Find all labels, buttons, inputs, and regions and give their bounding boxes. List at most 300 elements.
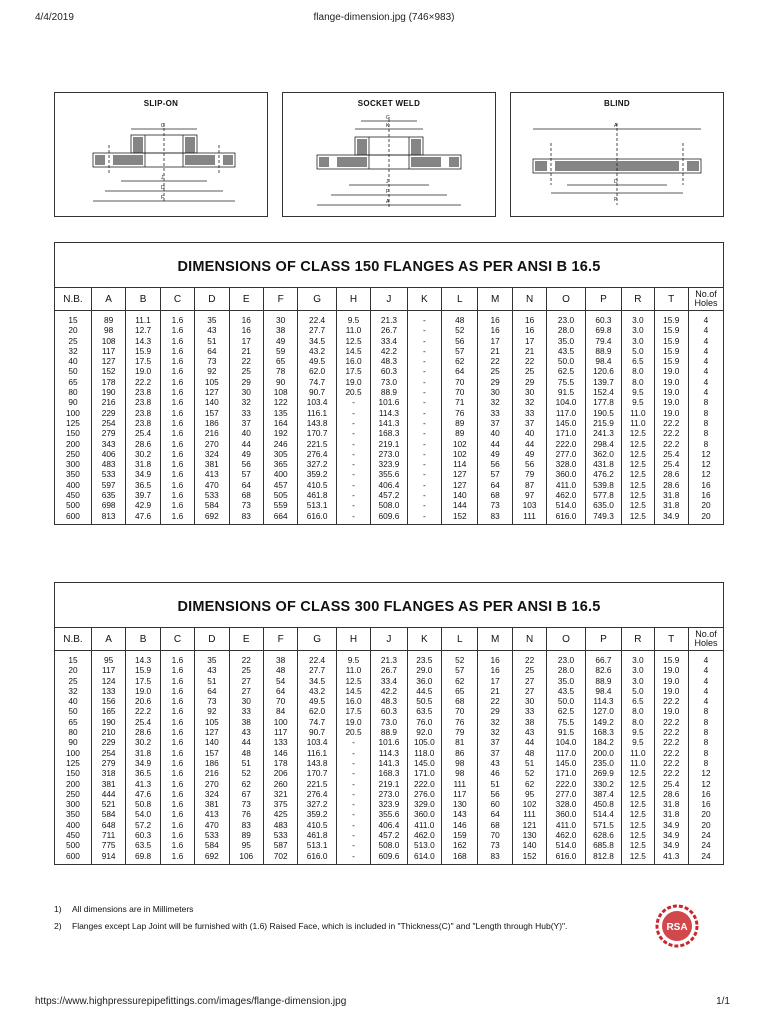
- cell-m: 16: [478, 325, 512, 335]
- cell-e: 25: [229, 665, 263, 675]
- cell-b: 23.8: [126, 387, 160, 397]
- cell-r: 11.0: [622, 408, 654, 418]
- cell-o: 222.0: [547, 779, 585, 789]
- cell-a: 190: [91, 387, 125, 397]
- cell-r: 11.0: [622, 418, 654, 428]
- cell-k: -: [407, 459, 441, 469]
- cell-p: 362.0: [585, 449, 621, 459]
- cell-e: 29: [229, 377, 263, 387]
- cell-n-b: 50: [55, 706, 91, 716]
- cell-e: 95: [229, 840, 263, 850]
- notes: [54, 904, 567, 938]
- cell-k: -: [407, 511, 441, 524]
- cell-k: 44.5: [407, 686, 441, 696]
- cell-m: 40: [478, 428, 512, 438]
- cell-m: 29: [478, 706, 512, 716]
- cell-p: 269.9: [585, 768, 621, 778]
- cell-o: 171.0: [547, 428, 585, 438]
- cell-o: 50.0: [547, 356, 585, 366]
- cell-n-b: 125: [55, 758, 91, 768]
- cell-k: 614.0: [407, 851, 441, 864]
- cell-b: 11.1: [126, 311, 160, 326]
- cell-t: 34.9: [654, 511, 688, 524]
- table-row: [55, 651, 723, 666]
- cell-k: 76.0: [407, 717, 441, 727]
- cell-l: 57: [442, 665, 478, 675]
- cell-l: 140: [442, 490, 478, 500]
- cell-n: 52: [512, 768, 546, 778]
- cell-a: 133: [91, 686, 125, 696]
- cell-b: 23.8: [126, 418, 160, 428]
- cell-b: 39.7: [126, 490, 160, 500]
- cell-f: 117: [263, 727, 297, 737]
- cell-t: 15.9: [654, 346, 688, 356]
- cell-j: 114.3: [371, 748, 407, 758]
- cell-n-b: 125: [55, 418, 91, 428]
- cell-h: -: [336, 490, 370, 500]
- svg-text:D: D: [161, 185, 165, 191]
- cell-e: 62: [229, 779, 263, 789]
- cell-h: 19.0: [336, 377, 370, 387]
- cell-c: 1.6: [160, 511, 194, 524]
- cell-r: 5.0: [622, 346, 654, 356]
- cell-f: 505: [263, 490, 297, 500]
- cell-e: 43: [229, 727, 263, 737]
- column-header-j: J: [371, 628, 407, 651]
- cell-d: 413: [195, 469, 229, 479]
- cell-d: 64: [195, 686, 229, 696]
- cell-p: 127.0: [585, 706, 621, 716]
- table-row: [55, 336, 723, 346]
- cell-f: 321: [263, 789, 297, 799]
- cell-h: 12.5: [336, 676, 370, 686]
- cell-no-of-holes: 4: [703, 345, 709, 356]
- cell-j: 101.6: [371, 397, 407, 407]
- cell-l: 89: [442, 428, 478, 438]
- cell-o: 23.0: [547, 311, 585, 326]
- cell-f: 100: [263, 717, 297, 727]
- cell-f: 664: [263, 511, 297, 524]
- cell-c: 1.6: [160, 748, 194, 758]
- dimension-table: [55, 288, 723, 524]
- cell-no-of-holes: 16: [701, 490, 711, 501]
- cell-r: 12.5: [622, 439, 654, 449]
- cell-e: 22: [229, 356, 263, 366]
- cell-a: 343: [91, 439, 125, 449]
- cell-l: 70: [442, 377, 478, 387]
- svg-text:A: A: [386, 199, 390, 205]
- cell-e: 21: [229, 346, 263, 356]
- cell-d: 92: [195, 706, 229, 716]
- table-row: [55, 366, 723, 376]
- slip-on-diagram: [54, 92, 268, 217]
- cell-f: 533: [263, 830, 297, 840]
- cell-j: 48.3: [371, 356, 407, 366]
- cell-c: 1.6: [160, 717, 194, 727]
- cell-no-of-holes: 24: [701, 840, 711, 851]
- cell-j: 609.6: [371, 851, 407, 864]
- cell-f: 38: [263, 325, 297, 335]
- cell-a: 229: [91, 737, 125, 747]
- cell-c: 1.6: [160, 809, 194, 819]
- cell-h: -: [336, 459, 370, 469]
- cell-p: 387.4: [585, 789, 621, 799]
- cell-t: 15.9: [654, 336, 688, 346]
- cell-r: 9.5: [622, 387, 654, 397]
- cell-r: 12.5: [622, 428, 654, 438]
- cell-c: 1.6: [160, 356, 194, 366]
- cell-r: 3.0: [622, 651, 654, 666]
- table-row: [55, 830, 723, 840]
- cell-o: 277.0: [547, 449, 585, 459]
- column-header-b: B: [126, 628, 160, 651]
- cell-p: 330.2: [585, 779, 621, 789]
- cell-h: 11.0: [336, 665, 370, 675]
- cell-n: 56: [512, 459, 546, 469]
- cell-n: 16: [512, 325, 546, 335]
- table-row: [55, 418, 723, 428]
- cell-p: 571.5: [585, 820, 621, 830]
- cell-n: 38: [512, 717, 546, 727]
- svg-text:P: P: [614, 197, 618, 203]
- cell-j: 355.6: [371, 809, 407, 819]
- cell-n-b: 20: [55, 665, 91, 675]
- cell-d: 692: [195, 851, 229, 864]
- cell-p: 152.4: [585, 387, 621, 397]
- cell-no-of-holes: 8: [703, 747, 709, 758]
- cell-j: 168.3: [371, 428, 407, 438]
- cell-g: 513.1: [298, 500, 336, 510]
- cell-k: -: [407, 439, 441, 449]
- cell-l: 81: [442, 737, 478, 747]
- cell-g: 327.2: [298, 799, 336, 809]
- cell-n-b: 200: [55, 439, 91, 449]
- cell-n: 32: [512, 397, 546, 407]
- cell-n: 140: [512, 840, 546, 850]
- cell-p: 514.4: [585, 809, 621, 819]
- cell-e: 32: [229, 397, 263, 407]
- cell-m: 22: [478, 696, 512, 706]
- table-row: [55, 676, 723, 686]
- cell-r: 8.0: [622, 366, 654, 376]
- cell-h: 20.5: [336, 387, 370, 397]
- column-header-c: C: [160, 628, 194, 651]
- table-header-row: [55, 628, 723, 651]
- table-row: [55, 727, 723, 737]
- cell-c: 1.6: [160, 686, 194, 696]
- cell-d: 157: [195, 748, 229, 758]
- cell-f: 400: [263, 469, 297, 479]
- cell-k: -: [407, 428, 441, 438]
- note-number: 2): [54, 921, 62, 931]
- cell-j: 168.3: [371, 768, 407, 778]
- table-row: [55, 789, 723, 799]
- cell-g: 359.2: [298, 469, 336, 479]
- cell-p: 635.0: [585, 500, 621, 510]
- cell-k: 36.0: [407, 676, 441, 686]
- cell-f: 425: [263, 809, 297, 819]
- cell-p: 139.7: [585, 377, 621, 387]
- cell-e: 89: [229, 830, 263, 840]
- column-header-n-b: N.B.: [55, 288, 91, 311]
- cell-r: 9.5: [622, 727, 654, 737]
- page-url: https://www.highpressurepipefittings.com/images/flange-dimension.jpg: [35, 996, 347, 1007]
- cell-g: 221.5: [298, 439, 336, 449]
- cell-m: 21: [478, 346, 512, 356]
- cell-f: 64: [263, 686, 297, 696]
- cell-k: -: [407, 346, 441, 356]
- cell-b: 34.9: [126, 469, 160, 479]
- table-row: [55, 377, 723, 387]
- cell-g: 62.0: [298, 366, 336, 376]
- cell-g: 276.4: [298, 789, 336, 799]
- cell-g: 410.5: [298, 480, 336, 490]
- table-row: [55, 686, 723, 696]
- cell-k: 276.0: [407, 789, 441, 799]
- cell-b: 31.8: [126, 748, 160, 758]
- cell-b: 31.8: [126, 459, 160, 469]
- cell-a: 318: [91, 768, 125, 778]
- cell-l: 76: [442, 408, 478, 418]
- cell-d: 584: [195, 500, 229, 510]
- cell-p: 98.4: [585, 356, 621, 366]
- cell-e: 51: [229, 758, 263, 768]
- table-row: [55, 397, 723, 407]
- column-header-r: R: [622, 628, 654, 651]
- cell-t: 34.9: [654, 830, 688, 840]
- cell-a: 124: [91, 676, 125, 686]
- cell-a: 98: [91, 325, 125, 335]
- cell-g: 22.4: [298, 651, 336, 666]
- cell-k: -: [407, 356, 441, 366]
- cell-l: 127: [442, 469, 478, 479]
- cell-g: 90.7: [298, 727, 336, 737]
- cell-k: -: [407, 311, 441, 326]
- cell-l: 64: [442, 366, 478, 376]
- cell-f: 90: [263, 377, 297, 387]
- cell-m: 29: [478, 377, 512, 387]
- cell-e: 76: [229, 809, 263, 819]
- cell-b: 15.9: [126, 665, 160, 675]
- table-row: [55, 459, 723, 469]
- cell-h: 16.0: [336, 696, 370, 706]
- cell-a: 279: [91, 758, 125, 768]
- cell-g: 27.7: [298, 665, 336, 675]
- cell-n-b: 25: [55, 336, 91, 346]
- cell-n-b: 450: [55, 830, 91, 840]
- cell-l: 62: [442, 676, 478, 686]
- cell-no-of-holes: 24: [701, 830, 711, 841]
- cell-a: 813: [91, 511, 125, 524]
- cell-d: 584: [195, 840, 229, 850]
- cell-o: 91.5: [547, 727, 585, 737]
- cell-e: 17: [229, 336, 263, 346]
- cell-c: 1.6: [160, 789, 194, 799]
- cell-b: 19.0: [126, 686, 160, 696]
- cell-k: 92.0: [407, 727, 441, 737]
- cell-o: 28.0: [547, 665, 585, 675]
- cell-f: 164: [263, 418, 297, 428]
- cell-r: 6.5: [622, 356, 654, 366]
- cell-a: 648: [91, 820, 125, 830]
- cell-p: 190.5: [585, 408, 621, 418]
- cell-g: 43.2: [298, 686, 336, 696]
- cell-no-of-holes: 4: [703, 696, 709, 707]
- cell-e: 33: [229, 408, 263, 418]
- column-header-e: E: [229, 628, 263, 651]
- cell-n-b: 25: [55, 676, 91, 686]
- cell-r: 6.5: [622, 696, 654, 706]
- table-row: [55, 449, 723, 459]
- cell-h: -: [336, 511, 370, 524]
- cell-t: 28.6: [654, 469, 688, 479]
- note-text: Flanges except Lap Joint will be furnished with (1.6) Raised Face, which is included in "Thickness(C)" and "Length through Hub(Y)".: [72, 921, 568, 931]
- column-header-a: A: [91, 288, 125, 311]
- cell-g: 34.5: [298, 676, 336, 686]
- cell-l: 102: [442, 439, 478, 449]
- cell-d: 43: [195, 325, 229, 335]
- cell-m: 32: [478, 717, 512, 727]
- cell-n-b: 450: [55, 490, 91, 500]
- cell-r: 12.5: [622, 789, 654, 799]
- cell-o: 28.0: [547, 325, 585, 335]
- cell-d: 105: [195, 377, 229, 387]
- cell-h: 11.0: [336, 325, 370, 335]
- cell-j: 114.3: [371, 408, 407, 418]
- cell-t: 15.9: [654, 325, 688, 335]
- cell-d: 186: [195, 758, 229, 768]
- cell-f: 246: [263, 439, 297, 449]
- cell-h: -: [336, 809, 370, 819]
- cell-l: 117: [442, 789, 478, 799]
- cell-l: 162: [442, 840, 478, 850]
- cell-o: 411.0: [547, 820, 585, 830]
- cell-o: 462.0: [547, 830, 585, 840]
- cell-j: 457.2: [371, 830, 407, 840]
- cell-n-b: 200: [55, 779, 91, 789]
- cell-p: 79.4: [585, 336, 621, 346]
- cell-n-b: 500: [55, 840, 91, 850]
- cell-f: 483: [263, 820, 297, 830]
- cell-b: 15.9: [126, 346, 160, 356]
- cell-k: -: [407, 387, 441, 397]
- cell-r: 3.0: [622, 676, 654, 686]
- cell-e: 49: [229, 449, 263, 459]
- cell-c: 1.6: [160, 706, 194, 716]
- cell-a: 254: [91, 748, 125, 758]
- column-header-f: F: [263, 288, 297, 311]
- cell-k: 145.0: [407, 758, 441, 768]
- cell-o: 360.0: [547, 809, 585, 819]
- cell-b: 63.5: [126, 840, 160, 850]
- cell-b: 25.4: [126, 428, 160, 438]
- cell-k: 50.5: [407, 696, 441, 706]
- cell-n: 44: [512, 737, 546, 747]
- cell-b: 60.3: [126, 830, 160, 840]
- cell-a: 254: [91, 418, 125, 428]
- cell-no-of-holes: 20: [701, 819, 711, 830]
- cell-p: 215.9: [585, 418, 621, 428]
- column-header-l: L: [442, 288, 478, 311]
- cell-b: 23.8: [126, 408, 160, 418]
- cell-l: 52: [442, 325, 478, 335]
- cell-f: 457: [263, 480, 297, 490]
- cell-b: 36.5: [126, 768, 160, 778]
- cell-t: 31.8: [654, 799, 688, 809]
- cell-b: 47.6: [126, 511, 160, 524]
- cell-d: 73: [195, 696, 229, 706]
- cell-m: 37: [478, 418, 512, 428]
- socket-weld-drawing: [283, 93, 495, 216]
- table-row: [55, 768, 723, 778]
- cell-o: 117.0: [547, 408, 585, 418]
- cell-a: 279: [91, 428, 125, 438]
- cell-no-of-holes: 8: [703, 438, 709, 449]
- cell-m: 51: [478, 779, 512, 789]
- cell-k: -: [407, 480, 441, 490]
- cell-j: 33.4: [371, 676, 407, 686]
- cell-b: 34.9: [126, 758, 160, 768]
- column-header-g: G: [298, 628, 336, 651]
- svg-text:D: D: [614, 179, 618, 185]
- cell-a: 444: [91, 789, 125, 799]
- cell-p: 431.8: [585, 459, 621, 469]
- cell-t: 19.0: [654, 665, 688, 675]
- cell-p: 60.3: [585, 311, 621, 326]
- cell-e: 37: [229, 418, 263, 428]
- cell-c: 1.6: [160, 500, 194, 510]
- cell-j: 141.3: [371, 418, 407, 428]
- table-header-row: [55, 288, 723, 311]
- cell-k: 360.0: [407, 809, 441, 819]
- cell-o: 104.0: [547, 737, 585, 747]
- cell-no-of-holes: 4: [703, 675, 709, 686]
- table-row: [55, 706, 723, 716]
- cell-n: 25: [512, 665, 546, 675]
- column-header-h: H: [336, 628, 370, 651]
- cell-a: 521: [91, 799, 125, 809]
- cell-n-b: 250: [55, 789, 91, 799]
- cell-e: 67: [229, 789, 263, 799]
- cell-l: 89: [442, 418, 478, 428]
- cell-b: 22.2: [126, 377, 160, 387]
- cell-t: 31.8: [654, 490, 688, 500]
- cell-f: 587: [263, 840, 297, 850]
- cell-k: -: [407, 377, 441, 387]
- cell-no-of-holes: 12: [701, 778, 711, 789]
- cell-f: 135: [263, 408, 297, 418]
- cell-r: 9.5: [622, 737, 654, 747]
- cell-j: 60.3: [371, 706, 407, 716]
- cell-n: 130: [512, 830, 546, 840]
- cell-f: 559: [263, 500, 297, 510]
- cell-o: 62.5: [547, 706, 585, 716]
- cell-p: 69.8: [585, 325, 621, 335]
- cell-l: 111: [442, 779, 478, 789]
- cell-b: 28.6: [126, 439, 160, 449]
- table-row: [55, 665, 723, 675]
- cell-no-of-holes: 12: [701, 768, 711, 779]
- cell-f: 305: [263, 449, 297, 459]
- cell-g: 116.1: [298, 408, 336, 418]
- column-header-k: K: [407, 288, 441, 311]
- cell-c: 1.6: [160, 325, 194, 335]
- cell-p: 235.0: [585, 758, 621, 768]
- cell-c: 1.6: [160, 408, 194, 418]
- cell-g: 34.5: [298, 336, 336, 346]
- cell-l: 86: [442, 748, 478, 758]
- cell-c: 1.6: [160, 439, 194, 449]
